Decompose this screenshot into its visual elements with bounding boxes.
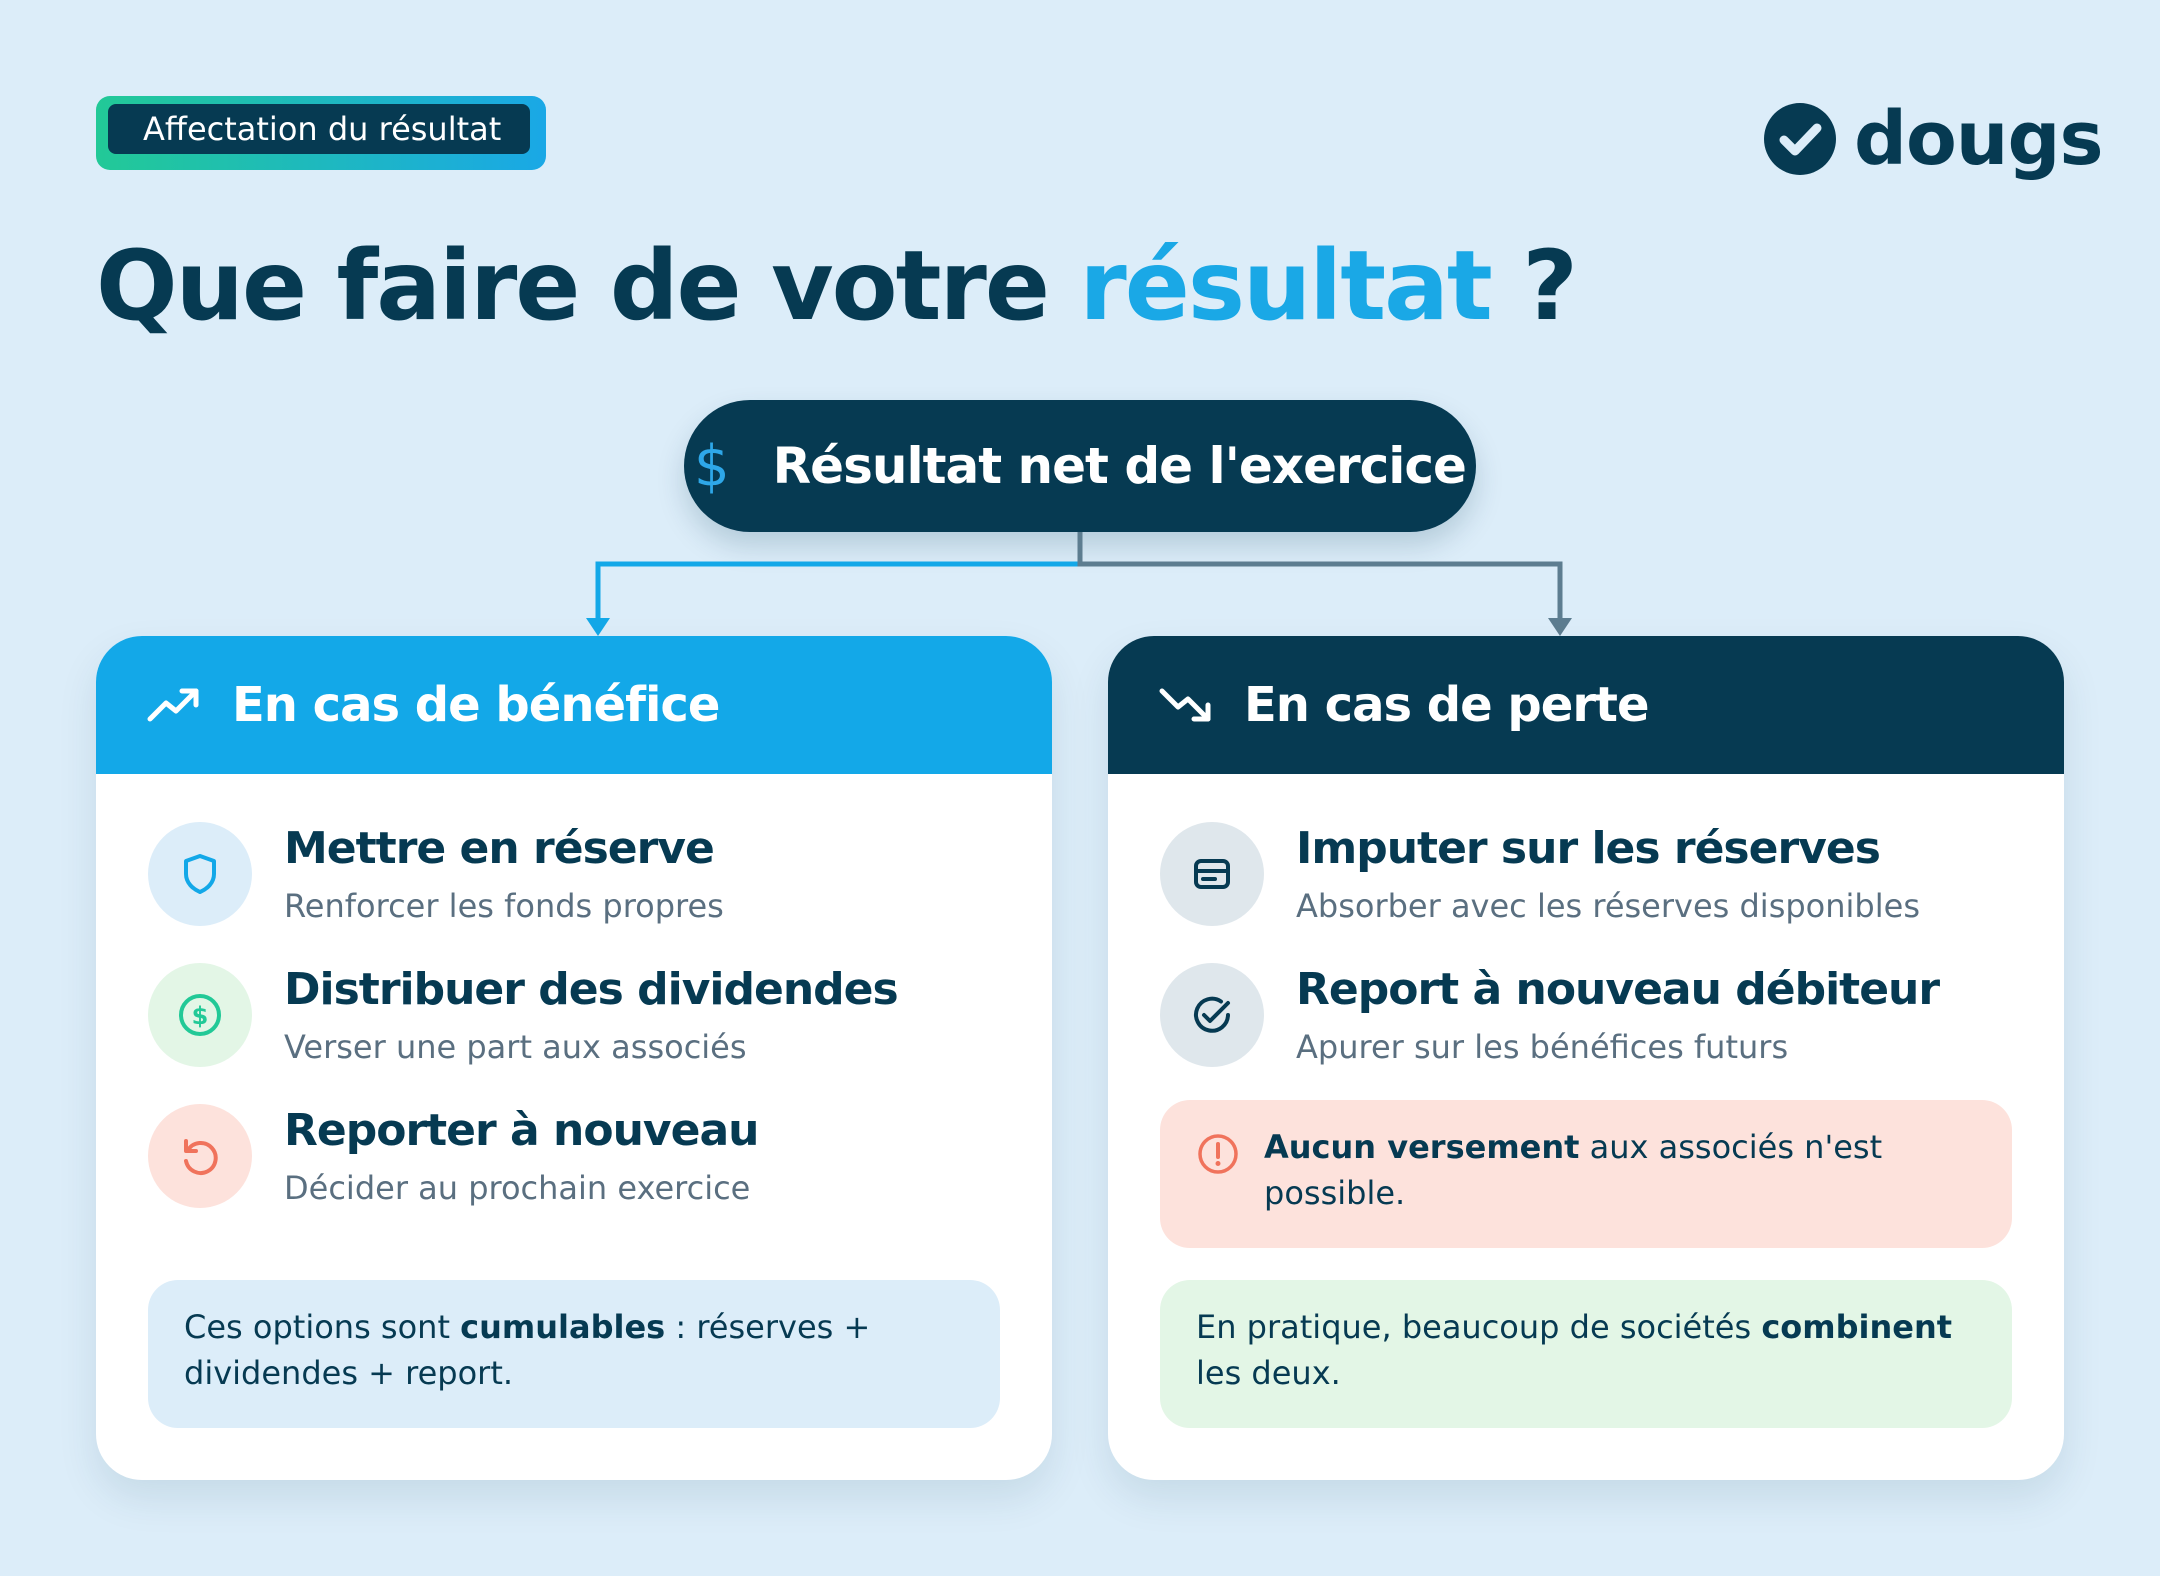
note-text: : réserves + dividendes + report. xyxy=(184,1308,871,1392)
title-accent: résultat xyxy=(1079,230,1491,342)
item-title: Imputer sur les réserves xyxy=(1296,823,1880,874)
dollar-circle-icon xyxy=(148,963,252,1067)
warning-bold: Aucun versement xyxy=(1264,1128,1580,1166)
item-subtitle: Verser une part aux associés xyxy=(284,1028,747,1066)
warning-text xyxy=(1264,1124,1976,1216)
benefit-card xyxy=(96,636,1052,1480)
loss-warning xyxy=(1160,1100,2012,1248)
loss-header xyxy=(1108,636,2064,774)
rotate-ccw-icon xyxy=(148,1104,252,1208)
note-text: les deux. xyxy=(1196,1354,1341,1392)
list-item xyxy=(148,1104,758,1214)
dollar-icon: $ xyxy=(694,433,729,499)
arrow-right-icon xyxy=(1548,618,1572,636)
item-subtitle: Décider au prochain exercice xyxy=(284,1169,751,1207)
shield-icon xyxy=(148,822,252,926)
item-subtitle: Apurer sur les bénéfices futurs xyxy=(1296,1028,1789,1066)
wallet-icon xyxy=(1160,822,1264,926)
item-title: Report à nouveau débiteur xyxy=(1296,964,1940,1015)
warning-rest: aux associés n'est possible. xyxy=(1264,1128,1883,1212)
benefit-header-label: En cas de bénéfice xyxy=(232,677,720,733)
list-item xyxy=(1160,822,1920,932)
connector-right xyxy=(1080,532,1560,622)
loss-header-label: En cas de perte xyxy=(1244,677,1649,733)
logo-text: dougs xyxy=(1854,96,2103,182)
trend-up-icon xyxy=(146,677,202,733)
list-item xyxy=(1160,963,1939,1073)
check-circle-icon xyxy=(1160,963,1264,1067)
title-part-2: ? xyxy=(1490,230,1576,342)
loss-note xyxy=(1160,1280,2012,1428)
trend-down-icon xyxy=(1158,677,1214,733)
note-bold: cumulables xyxy=(460,1308,666,1346)
benefit-header xyxy=(96,636,1052,774)
list-item xyxy=(148,963,898,1073)
svg-text:$: $ xyxy=(191,1002,209,1030)
item-title: Reporter à nouveau xyxy=(284,1105,759,1156)
item-subtitle: Renforcer les fonds propres xyxy=(284,887,724,925)
note-bold: combinent xyxy=(1761,1308,1953,1346)
loss-card xyxy=(1108,636,2064,1480)
title-part-1: Que faire de votre xyxy=(96,230,1080,342)
note-text: Ces options sont xyxy=(184,1308,461,1346)
connector-left xyxy=(598,532,1080,622)
root-label: Résultat net de l'exercice xyxy=(772,437,1466,495)
alert-icon xyxy=(1196,1132,1240,1176)
item-title: Distribuer des dividendes xyxy=(284,964,898,1015)
item-title: Mettre en réserve xyxy=(284,823,714,874)
arrow-left-icon xyxy=(586,618,610,636)
tag-label: Affectation du résultat xyxy=(108,104,530,154)
benefit-note xyxy=(148,1280,1000,1428)
item-subtitle: Absorber avec les réserves disponibles xyxy=(1296,887,1920,925)
note-text: En pratique, beaucoup de sociétés xyxy=(1196,1308,1762,1346)
list-item xyxy=(148,822,724,932)
